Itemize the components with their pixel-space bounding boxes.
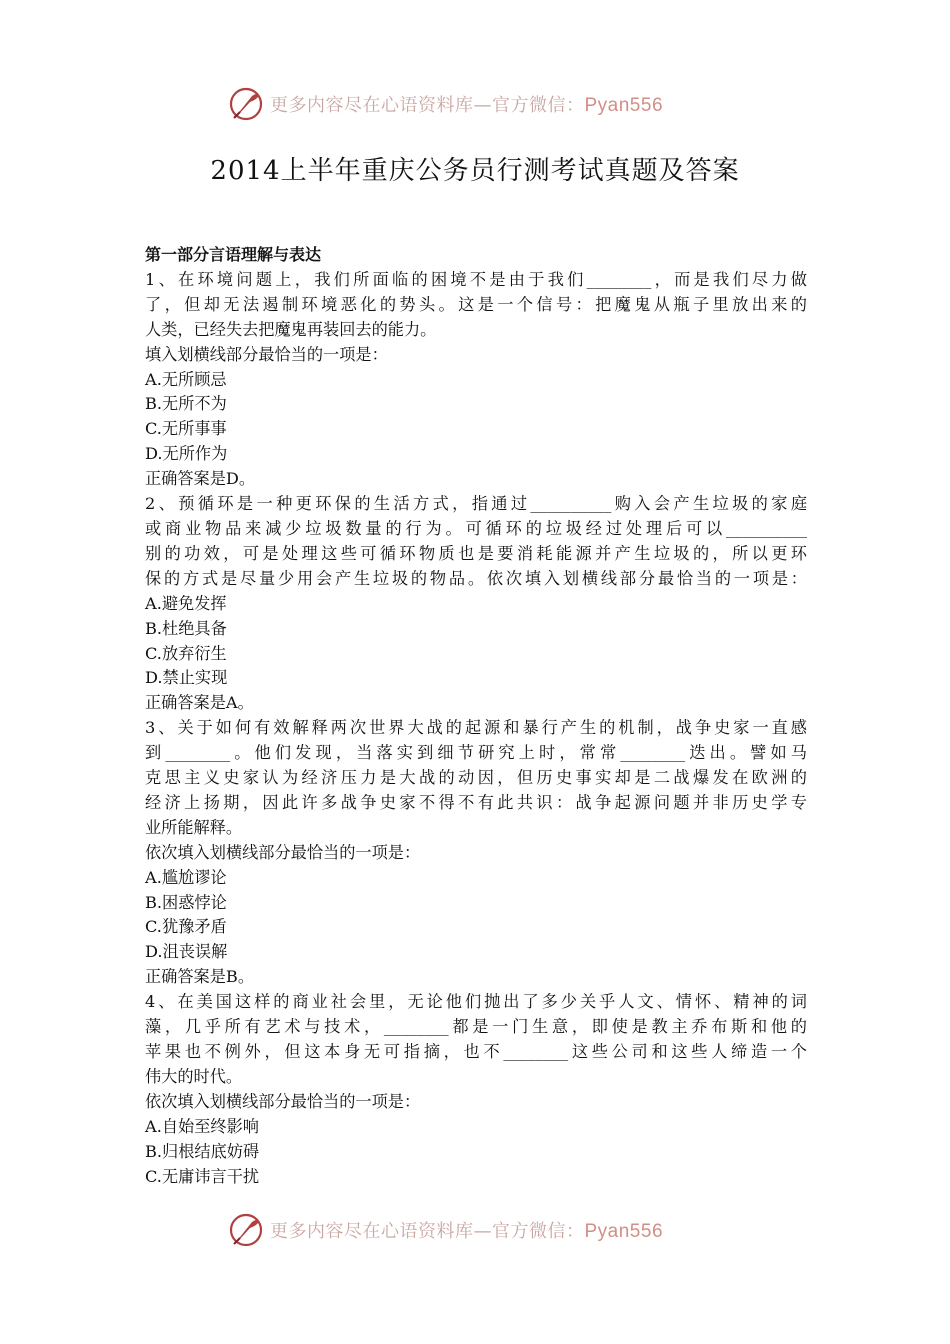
option-c: C.放弃衍生 [145,643,227,663]
question-3 [145,716,807,990]
watermark-text [270,91,663,117]
question-text-line: 苹果也不例外，但这本身无可指摘，也不________这些公司和这些人缔造一个 [145,1042,807,1061]
question-text-line: 人类，已经失去把魔鬼再装回去的能力。 [145,319,437,339]
option-b: B.归根结底妨碍 [145,1141,260,1161]
question-text-line: 伟大的时代。 [145,1066,243,1086]
question-text-line: 3、关于如何有效解释两次世界大战的起源和暴行产生的机制，战争史家一直感 [145,718,807,738]
watermark-text [270,1217,663,1243]
watermark-wechat-label: 官方微信： [492,95,585,116]
quill-logo-icon [228,1212,264,1248]
option-b: B.困惑悖论 [145,892,227,912]
option-d: D.禁止实现 [145,668,228,688]
document-title: 2014上半年重庆公务员行测考试真题及答案 [210,156,740,186]
question-text-line: 或商业物品来减少垃圾数量的行为。可循环的垃圾经过处理后可以__________ [145,518,807,538]
section-title: 第一部分言语理解与表达 [145,245,322,264]
quill-logo-icon [228,86,264,122]
watermark-wechat-label: 官方微信： [492,1221,585,1242]
option-d: D.无所作为 [145,444,228,464]
question-text-line: 保的方式是尽量少用会产生垃圾的物品。依次填入划横线部分最恰当的一项是： [145,568,807,588]
question-4 [145,990,807,1189]
watermark-dash: — [473,95,492,116]
question-1 [145,268,807,492]
document-body [145,243,807,1189]
option-a: A.避免发挥 [145,593,227,613]
question-text-line: 1、在环境问题上，我们所面临的困境不是由于我们________，而是我们尽力做 [145,269,807,289]
option-d: D.沮丧误解 [145,942,228,962]
watermark-dash: — [473,1221,492,1242]
question-text-line: 4、在美国这样的商业社会里，无论他们抛出了多少关乎人文、情怀、精神的词 [145,992,807,1012]
option-c: C.无所事事 [145,419,227,439]
option-b: B.无所不为 [145,394,227,414]
option-a: A.尴尬谬论 [145,867,227,887]
watermark-banner-top [228,84,748,124]
question-text-line: 藻，几乎所有艺术与技术，________都是一门生意，即使是教主乔布斯和他的 [145,1017,807,1037]
watermark-banner-bottom [228,1210,748,1250]
watermark-brand: 更多内容尽在心语资料库 [270,95,474,116]
correct-answer: 正确答案是B。 [145,967,255,987]
option-a: A.自始至终影响 [145,1116,259,1136]
question-prompt: 依次填入划横线部分最恰当的一项是： [145,1091,421,1111]
question-2 [145,492,807,716]
correct-answer: 正确答案是A。 [145,693,254,713]
option-c: C.犹豫矛盾 [145,917,227,937]
question-text-line: 到________。他们发现，当落实到细节研究上时，常常________迭出。譬如马 [145,743,807,763]
question-text-line: 经济上扬期，因此许多战争史家不得不有此共识：战争起源问题并非历史学专 [145,792,807,812]
option-c: C.无庸讳言干扰 [145,1166,260,1186]
correct-answer: 正确答案是D。 [145,469,256,489]
question-text-line: 克思主义史家认为经济压力是大战的动因，但历史事实却是二战爆发在欧洲的 [145,768,807,788]
watermark-brand: 更多内容尽在心语资料库 [270,1221,474,1242]
question-text-line: 2、预循环是一种更环保的生活方式，指通过__________购入会产生垃圾的家庭 [145,494,807,514]
watermark-wechat-id: Pyan556 [584,1221,664,1242]
question-text-line: 业所能解释。 [145,817,243,837]
question-text-line: 别的功效，可是处理这些可循环物质也是要消耗能源并产生垃圾的，所以更环 [145,543,807,563]
question-text-line: 了，但却无法遏制环境恶化的势头。这是一个信号：把魔鬼从瓶子里放出来的 [145,294,807,314]
watermark-wechat-id: Pyan556 [584,95,664,116]
question-prompt: 依次填入划横线部分最恰当的一项是： [145,842,421,862]
question-prompt: 填入划横线部分最恰当的一项是： [145,344,388,364]
option-a: A.无所顾忌 [145,369,227,389]
option-b: B.杜绝具备 [145,618,227,638]
